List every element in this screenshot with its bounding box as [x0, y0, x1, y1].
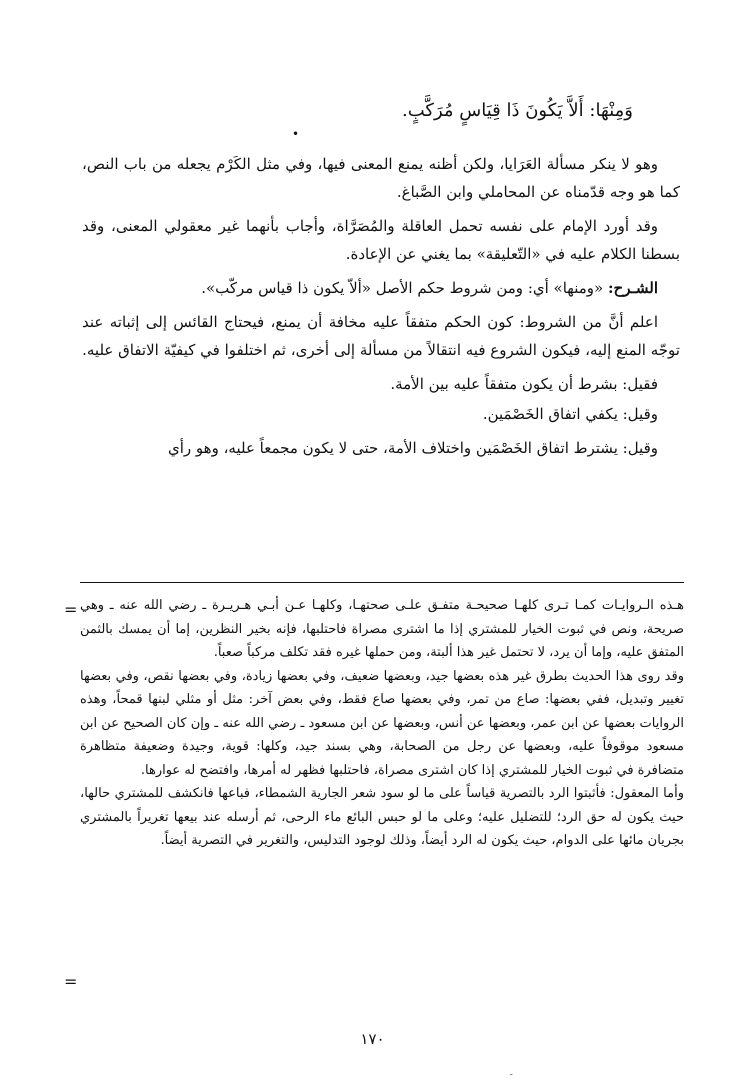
paragraph-1: وهو لا ينكر مسألة العَرَايا، ولكن أظنه يمنع المعنى فيها، وفي مثل الكَرْم يجعله من باب النص، كما هو وجه قدّمناه عن المحاملي وابن الصَّباغ.: [82, 155, 680, 201]
footnote-paragraph-1: هـذه الـروايـات كمـا تـرى كلهـا صحيحـة متفـق علـى صحتهـا، وكلهـا عـن أبـي هـريـرة ـ رضي الله عنه ـ وهي صريحة، ونص في ثبوت الخيار للمشتري إذا ما اشترى مصراة فاحتلبها، فإنه بخير النظرين، إما أن يمسك بالثمن المتفق عليه، وإما أن يرد، لا تحتمل غير هذا ألبتة، ومن حملها غيره فقد تكلف مركباً صعباً.: [80, 598, 684, 660]
sharh-label: الشـرح:: [607, 279, 658, 297]
footnote-divider: [80, 582, 684, 583]
heading-dot: •: [292, 127, 300, 141]
page-number: ١٧٠: [360, 1030, 385, 1048]
corner-mark: ـ: [510, 1068, 513, 1077]
footnote-paragraph-2: وقد روى هذا الحديث بطرق غير هذه بعضها جيد، وبعضها ضعيف، وفي بعضها زيادة، وفي بعضها نقص، وفي بعضها تغيير وتبديل، ففي بعضها: صاع من تمر، وفي بعضها صاع فقط، وفي بعض آخر: مثل أو مثلي لبنها قمحاً، وهذه الروايات بعضها عن ابن عمر، وبعضها عن أنس، وبعضها عن ابن مسعود ـ رضي الله عنه ـ وإن كان الصحيح عن ابن مسعود موقوفاً عليه، وبعضها عن رجل من الصحابة، وهي بسند جيد، وكلها: قوية، وجيدة وضعيفة متظاهرة متضافرة في ثبوت الخيار للمشتري إذا كان اشترى مصراة، فاحتلبها فظهر له أمرها، وافتضح له عوارها.: [80, 668, 684, 778]
opinion-1: فقيل: بشرط أن يكون متفقاً عليه بين الأمة.: [390, 375, 658, 393]
paragraph-3: اعلم أنَّ من الشروط: كون الحكم متفقاً عليه مخافة أن يمنع، فيحتاج القائس إلى إثباته عند توجّه المنع إليه، فيكون الشروع فيه انتقالاً من مسألة إلى أخرى، ثم اختلفوا في كيفيّة الاتفاق عليه.: [82, 313, 680, 359]
opinion-3: وقيل: يشترط اتفاق الخَصْمَين واختلاف الأمة، حتى لا يكون مجمعاً عليه، وهو رأي: [168, 439, 658, 457]
footnotes: [80, 594, 684, 853]
section-heading-text: وَمِنْهَا: أَلاَّ يَكُونَ ذَا قِيَاسٍ مُرَكَّبٍ.: [401, 100, 633, 121]
footnote-paragraph-3: وأما المعقول: فأثبتوا الرد بالتصرية قياساً على ما لو سود شعر الجارية الشمطاء، فباعها فانكشف للمشتري حالها، حيث يكون له حق الرد؛ للتضليل عليه؛ وعلى ما لو حبس البائع ماء الرحى، ثم أرسله عند بيعها تغريراً بالمشتري بجريان مائها على الدوام، حيث يكون له الرد أيضاً، وذلك لوجود التدليس، والتغرير في التصرية أيضاً.: [80, 786, 684, 848]
paragraph-2: وقد أورد الإمام على نفسه تحمل العاقلة والمُصَرَّاة، وأجاب بأنهما غير معقولي المعنى، وقد بسطنا الكلام عليه في «التّعليقة» بما يغني عن الإعادة.: [82, 217, 680, 263]
continuation-mark-top: =: [64, 600, 78, 619]
sharh-text: «ومنها» أي: ومن شروط حكم الأصل «ألاّ يكون ذا قياس مركّب».: [201, 279, 604, 297]
continuation-mark-bottom: =: [64, 972, 78, 991]
main-text: [82, 150, 680, 468]
sharh-paragraph: [82, 274, 680, 302]
opinion-2: وقيل: يكفي اتفاق الخَصْمَين.: [482, 405, 658, 423]
section-heading: [113, 96, 633, 126]
